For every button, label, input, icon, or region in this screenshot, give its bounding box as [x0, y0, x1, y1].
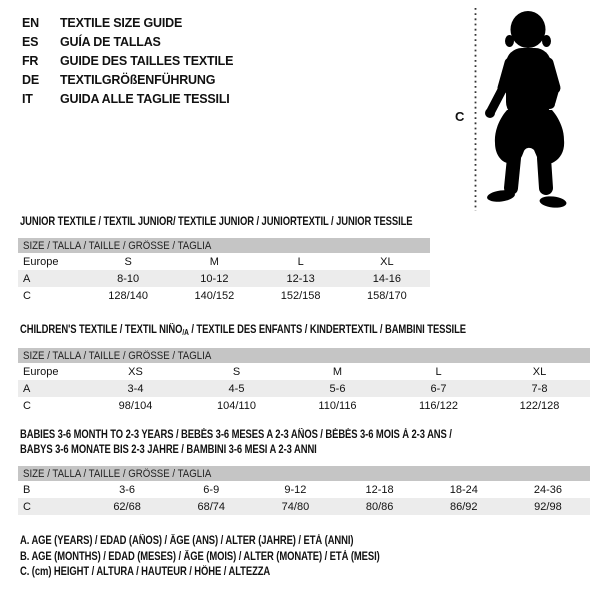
size-value-cell: 12-13	[286, 272, 315, 285]
legend-footnotes	[20, 534, 459, 581]
table-row	[18, 363, 590, 380]
babies-size-table	[18, 466, 590, 515]
babies-table-title	[20, 428, 452, 458]
size-value-cell: S	[124, 255, 132, 268]
size-value-cell: 9-12	[284, 483, 307, 496]
language-title: GUIDA ALLE TAGLIE TESSILI	[60, 91, 230, 106]
footnote-a: A. AGE (YEARS) / EDAD (AÑOS) / ÂGE (ANS) / ALTER (JAHRE) / ETÀ (ANNI)	[20, 535, 354, 547]
size-band-label: SIZE / TALLA / TAILLE / GRÖSSE / TAGLIA	[23, 239, 212, 252]
row-label-cell: Europe	[23, 255, 59, 268]
size-value-cell: 5-6	[329, 382, 346, 395]
language-code: DE	[22, 72, 39, 87]
size-value-cell: 6-9	[203, 483, 220, 496]
size-value-cell: 128/140	[108, 289, 148, 302]
row-label-cell: C	[23, 500, 31, 513]
children-size-table	[18, 348, 590, 414]
size-value-cell: 4-5	[228, 382, 245, 395]
size-value-cell: 116/122	[419, 399, 458, 412]
children-title-text: CHILDREN'S TEXTILE / TEXTIL NIÑO	[20, 324, 183, 336]
junior-table-title: JUNIOR TEXTILE / TEXTIL JUNIOR/ TEXTILE JUNIOR / JUNIORTEXTIL / JUNIOR TESSILE	[20, 216, 413, 228]
size-value-cell: 104/110	[217, 399, 256, 412]
footnote-b: B. AGE (MONTHS) / EDAD (MESES) / ÂGE (MOIS) / ALTER (MONATE) / ETÀ (MESI)	[20, 550, 380, 563]
size-value-cell: 74/80	[281, 500, 310, 513]
row-label-cell: A	[23, 272, 31, 285]
size-value-cell: 80/86	[365, 500, 394, 513]
language-code: IT	[22, 91, 33, 106]
size-value-cell: M	[332, 365, 343, 378]
row-label-cell: Europe	[23, 365, 59, 378]
size-value-cell: 3-6	[119, 483, 136, 496]
size-band-label: SIZE / TALLA / TAILLE / GRÖSSE / TAGLIA	[23, 349, 212, 362]
children-table-title	[20, 323, 466, 338]
size-value-cell: L	[435, 365, 442, 378]
size-value-cell: 140/152	[194, 289, 235, 302]
size-value-cell: 68/74	[197, 500, 226, 513]
size-value-cell: 7-8	[531, 382, 548, 395]
size-value-cell: 8-10	[117, 272, 140, 285]
row-label-cell: B	[23, 483, 31, 496]
size-value-cell: 86/92	[450, 500, 478, 513]
language-code: ES	[22, 34, 39, 49]
size-value-cell: 158/170	[366, 289, 407, 302]
row-label-cell: C	[23, 289, 31, 302]
babies-size-table-rows	[18, 481, 590, 515]
size-value-cell: 152/158	[280, 289, 321, 302]
size-band	[18, 348, 590, 363]
language-code: EN	[22, 15, 39, 30]
table-row	[18, 270, 430, 287]
table-row	[18, 481, 590, 498]
size-band	[18, 466, 590, 481]
size-value-cell: 24-36	[533, 483, 563, 496]
size-value-cell: 6-7	[430, 382, 447, 395]
table-row	[18, 287, 430, 304]
language-title-list	[22, 13, 233, 108]
row-label-cell: A	[23, 382, 31, 395]
language-title: GUIDE DES TAILLES TEXTILE	[60, 53, 234, 68]
size-value-cell: M	[209, 255, 219, 268]
children-title-text: / TEXTILE DES ENFANTS / KINDERTEXTIL / BAMBINI TESSILE	[188, 324, 466, 336]
table-row	[18, 380, 590, 397]
size-value-cell: 18-24	[449, 483, 478, 496]
language-code: FR	[22, 53, 39, 68]
table-row	[18, 253, 430, 270]
height-marker-label: C	[455, 109, 465, 124]
children-size-table-rows	[18, 363, 590, 414]
junior-size-table-rows	[18, 253, 430, 304]
size-value-cell: XL	[532, 365, 547, 378]
size-value-cell: 62/68	[113, 500, 141, 513]
babies-title-line2: BABYS 3-6 MONATE BIS 2-3 JAHRE / BAMBINI 3-6 MESI A 2-3 ANNI	[20, 444, 317, 456]
footnote-c: C. (cm) HEIGHT / ALTURA / HAUTEUR / HÖHE / ALTEZZA	[20, 566, 271, 578]
size-value-cell: 12-18	[365, 483, 394, 496]
size-value-cell: XL	[380, 255, 394, 268]
children-title-subscript: /A	[182, 328, 189, 337]
size-value-cell: 122/128	[519, 399, 560, 412]
size-band	[18, 238, 430, 253]
language-row-en	[22, 13, 233, 32]
language-title: TEXTILGRÖßENFÜHRUNG	[60, 72, 216, 87]
table-row	[18, 498, 590, 515]
size-value-cell: XS	[128, 365, 143, 378]
language-row-it	[22, 89, 233, 108]
baby-silhouette-icon	[485, 11, 567, 209]
junior-size-table	[18, 238, 430, 304]
size-value-cell: L	[297, 255, 304, 268]
size-band-label: SIZE / TALLA / TAILLE / GRÖSSE / TAGLIA	[23, 467, 212, 480]
size-value-cell: 98/104	[118, 399, 153, 412]
baby-figure	[440, 0, 600, 215]
size-value-cell: 3-4	[127, 382, 144, 395]
language-row-de	[22, 70, 233, 89]
babies-title-line1: BABIES 3-6 MONTH TO 2-3 YEARS / BEBÉS 3-6 MESES A 2-3 AÑOS / BÉBÉS 3-6 MOIS À 2-3 ANS /	[20, 429, 452, 441]
row-label-cell: C	[23, 399, 31, 412]
table-row	[18, 397, 590, 414]
size-value-cell: 110/116	[318, 399, 357, 412]
language-row-es	[22, 32, 233, 51]
size-value-cell: 14-16	[372, 272, 401, 285]
size-value-cell: S	[232, 365, 241, 378]
size-value-cell: 10-12	[200, 272, 229, 285]
language-title: TEXTILE SIZE GUIDE	[60, 15, 183, 30]
language-title: GUÍA DE TALLAS	[60, 34, 161, 49]
language-row-fr	[22, 51, 233, 70]
size-value-cell: 92/98	[534, 500, 562, 513]
